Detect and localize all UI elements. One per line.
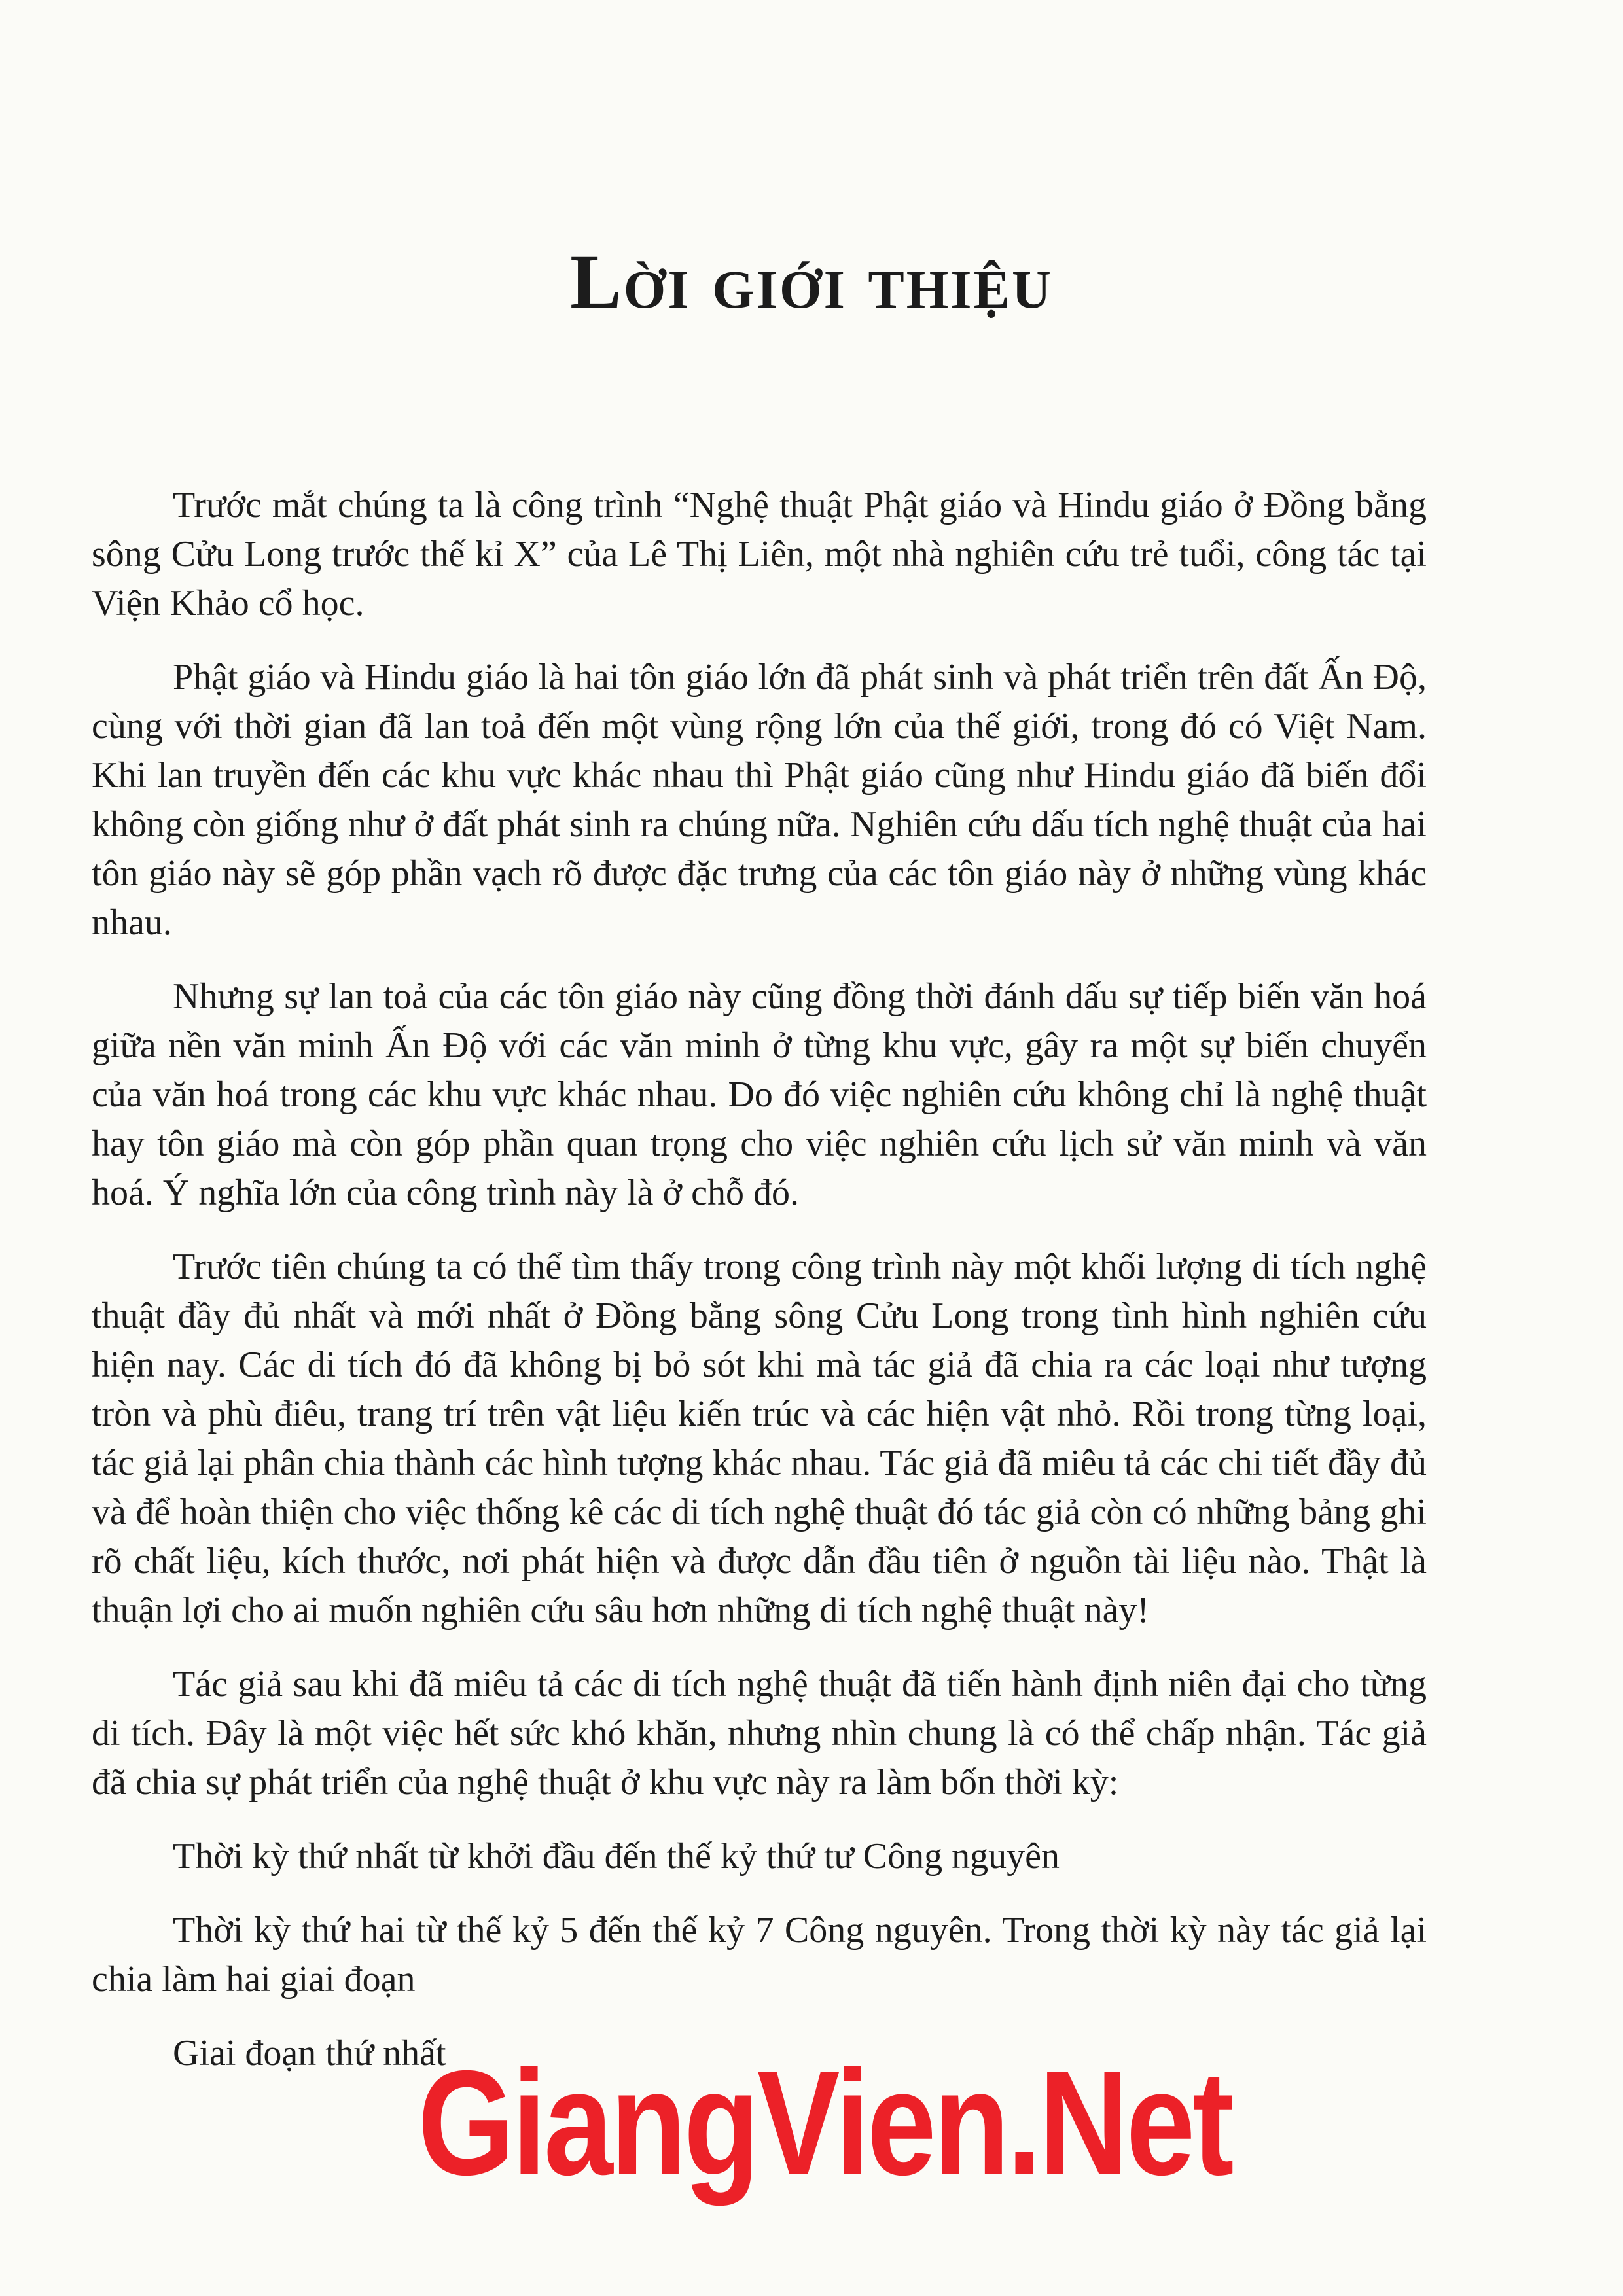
page-title: Lời giới thiệu (570, 239, 1053, 325)
paragraph: Tác giả sau khi đã miêu tả các di tích nghệ thuật đã tiến hành định niên đại cho từng di tích. Đây là một việc hết sức khó khăn, nhưng nhìn chung là có thể chấp nhận. Tác giả đã chia sự phát triển của nghệ thuật ở khu vực này ra làm bốn thời kỳ: (92, 1664, 1427, 1803)
paragraph: Thời kỳ thứ hai từ thế kỷ 5 đến thế kỷ 7 Công nguyên. Trong thời kỳ này tác giả lại chia làm hai giai đoạn (92, 1910, 1427, 2000)
body-text (92, 481, 1427, 2103)
paragraph: Thời kỳ thứ nhất từ khởi đầu đến thế kỷ thứ tư Công nguyên (173, 1836, 1060, 1877)
paragraph: Giai đoạn thứ nhất (173, 2033, 446, 2074)
watermark: GiangVien.Net (418, 2040, 1232, 2207)
paragraph: Trước mắt chúng ta là công trình “Nghệ thuật Phật giáo và Hindu giáo ở Đồng bằng sông Cửu Long trước thế kỉ X” của Lê Thị Liên, một nhà nghiên cứu trẻ tuổi, công tác tại Viện Khảo cổ học. (92, 485, 1427, 624)
paragraph: Trước tiên chúng ta có thể tìm thấy trong công trình này một khối lượng di tích nghệ thuật đầy đủ nhất và mới nhất ở Đồng bằng sông Cửu Long trong tình hình nghiên cứu hiện nay. Các di tích đó đã không bị bỏ sót khi mà tác giả đã chia ra các loại như tượng tròn và phù điêu, trang trí trên vật liệu kiến trúc và các hiện vật nhỏ. Rồi trong từng loại, tác giả lại phân chia thành các hình tượng khác nhau. Tác giả đã miêu tả các chi tiết đầy đủ và để hoàn thiện cho việc thống kê các di tích nghệ thuật đó tác giả còn có những bảng ghi rõ chất liệu, kích thước, nơi phát hiện và được dẫn đầu tiên ở nguồn tài liệu nào. Thật là thuận lợi cho ai muốn nghiên cứu sâu hơn những di tích nghệ thuật này! (92, 1246, 1427, 1631)
paragraph: Nhưng sự lan toả của các tôn giáo này cũng đồng thời đánh dấu sự tiếp biến văn hoá giữa nền văn minh Ấn Độ với các văn minh ở từng khu vực, gây ra một sự biến chuyển của văn hoá trong các khu vực khác nhau. Do đó việc nghiên cứu không chỉ là nghệ thuật hay tôn giáo mà còn góp phần quan trọng cho việc nghiên cứu lịch sử văn minh và văn hoá. Ý nghĩa lớn của công trình này là ở chỗ đó. (92, 976, 1427, 1213)
paragraph: Phật giáo và Hindu giáo là hai tôn giáo lớn đã phát sinh và phát triển trên đất Ấn Độ, cùng với thời gian đã lan toả đến một vùng rộng lớn của thế giới, trong đó có Việt Nam. Khi lan truyền đến các khu vực khác nhau thì Phật giáo cũng như Hindu giáo đã biến đổi không còn giống như ở đất phát sinh ra chúng nữa. Nghiên cứu dấu tích nghệ thuật của hai tôn giáo này sẽ góp phần vạch rõ được đặc trưng của các tôn giáo này ở những vùng khác nhau. (92, 657, 1427, 943)
